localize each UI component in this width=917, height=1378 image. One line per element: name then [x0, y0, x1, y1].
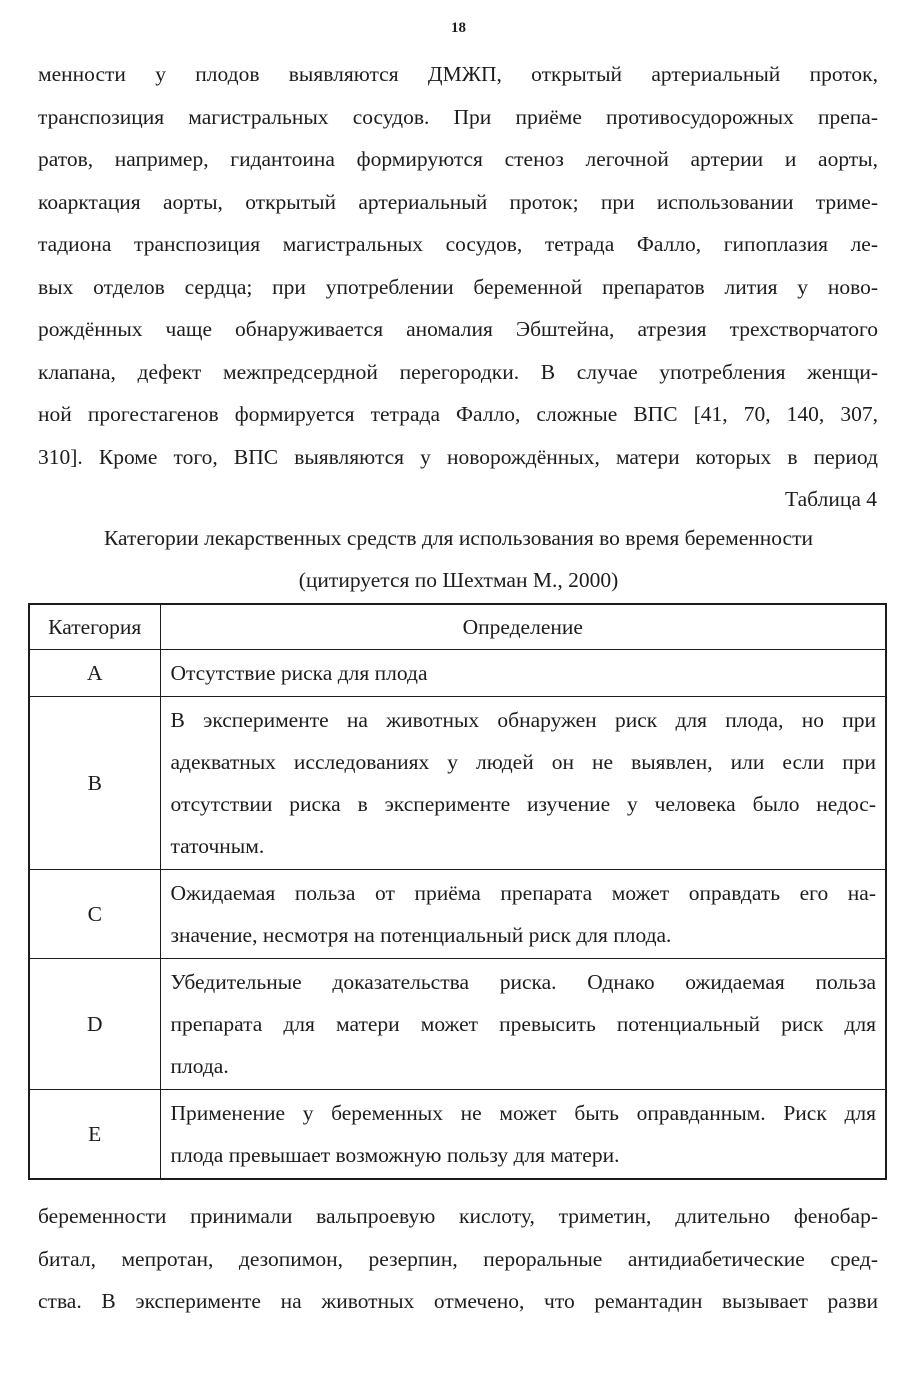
header-definition: Определение: [160, 604, 886, 650]
category-cell: E: [29, 1090, 160, 1180]
definition-line: плода превышает возможную пользу для матери.: [170, 1143, 620, 1167]
table-caption-title: Категории лекарственных средств для использования во время беременности: [104, 526, 813, 550]
definition-line: Ожидаемая польза от приёма препарата может оправдать его на-: [170, 881, 876, 905]
header-category: Категория: [29, 604, 160, 650]
category-cell: D: [29, 959, 160, 1090]
definition-line: адекватных исследованиях у людей он не выявлен, или если при: [170, 750, 876, 774]
definition-line: значение, несмотря на потенциальный риск для плода.: [170, 923, 672, 947]
definition-cell: [160, 870, 886, 959]
category-cell: C: [29, 870, 160, 959]
definition-line: таточным.: [170, 834, 265, 858]
table-header-row: [29, 604, 886, 650]
definition-line: Применение у беременных не может быть оправданным. Риск для: [170, 1101, 876, 1125]
text-line: менности у плодов выявляются ДМЖП, открытый артериальный проток,: [38, 62, 878, 86]
text-line: ратов, например, гидантоина формируются стеноз легочной артерии и аорты,: [38, 147, 878, 171]
definition-cell: [160, 959, 886, 1090]
table-row: [29, 1090, 886, 1180]
text-line: коарктация аорты, открытый артериальный проток; при использовании триме-: [38, 189, 878, 214]
text-line: беременности принимали вальпроевую кислоту, триметин, длительно фенобар-: [38, 1204, 878, 1228]
text-line: клапана, дефект межпредсердной перегородки. В случае употребления женщи-: [38, 359, 878, 384]
table-caption: [0, 517, 917, 601]
table-number: Таблица 4: [785, 487, 877, 511]
table-row: [29, 697, 886, 870]
definition-cell: [160, 1090, 886, 1180]
text-line: ной прогестагенов формируется тетрада Фалло, сложные ВПС [41, 70, 140, 307,: [38, 402, 878, 426]
text-line: транспозиция магистральных сосудов. При приёме противосудорожных препа-: [38, 104, 878, 129]
definition-line: плода.: [170, 1054, 229, 1078]
body-paragraph-bottom: [38, 1195, 878, 1323]
drug-category-table: [28, 603, 887, 1180]
definition-line: отсутствии риска в эксперименте изучение у человека было недос-: [170, 792, 876, 816]
table-row: [29, 650, 886, 697]
text-line: тадиона транспозиция магистральных сосудов, тетрада Фалло, гипоплазия ле-: [38, 232, 878, 256]
text-line: ства. В эксперименте на животных отмечено, что ремантадин вызывает разви: [38, 1289, 878, 1313]
definition-line: Отсутствие риска для плода: [170, 661, 428, 685]
definition-cell: [160, 650, 886, 697]
definition-line: Убедительные доказательства риска. Однако ожидаемая польза: [170, 970, 876, 994]
table-caption-source: (цитируется по Шехтман М., 2000): [298, 568, 619, 592]
table-row: [29, 959, 886, 1090]
page-number: 18: [451, 20, 466, 36]
text-line: 310]. Кроме того, ВПС выявляются у новорождённых, матери которых в период: [38, 444, 878, 469]
text-line: рождённых чаще обнаруживается аномалия Эбштейна, атрезия трехстворчатого: [38, 317, 878, 341]
category-cell: B: [29, 697, 160, 870]
category-cell: A: [29, 650, 160, 697]
text-line: битал, мепротан, дезопимон, резерпин, пероральные антидиабетические сред-: [38, 1246, 878, 1271]
text-line: вых отделов сердца; при употреблении беременной препаратов лития у ново-: [38, 274, 878, 299]
table-row: [29, 870, 886, 959]
definition-cell: [160, 697, 886, 870]
definition-line: В эксперименте на животных обнаружен риск для плода, но при: [170, 708, 876, 732]
definition-line: препарата для матери может превысить потенциальный риск для: [170, 1012, 876, 1036]
body-paragraph-top: [38, 53, 878, 478]
